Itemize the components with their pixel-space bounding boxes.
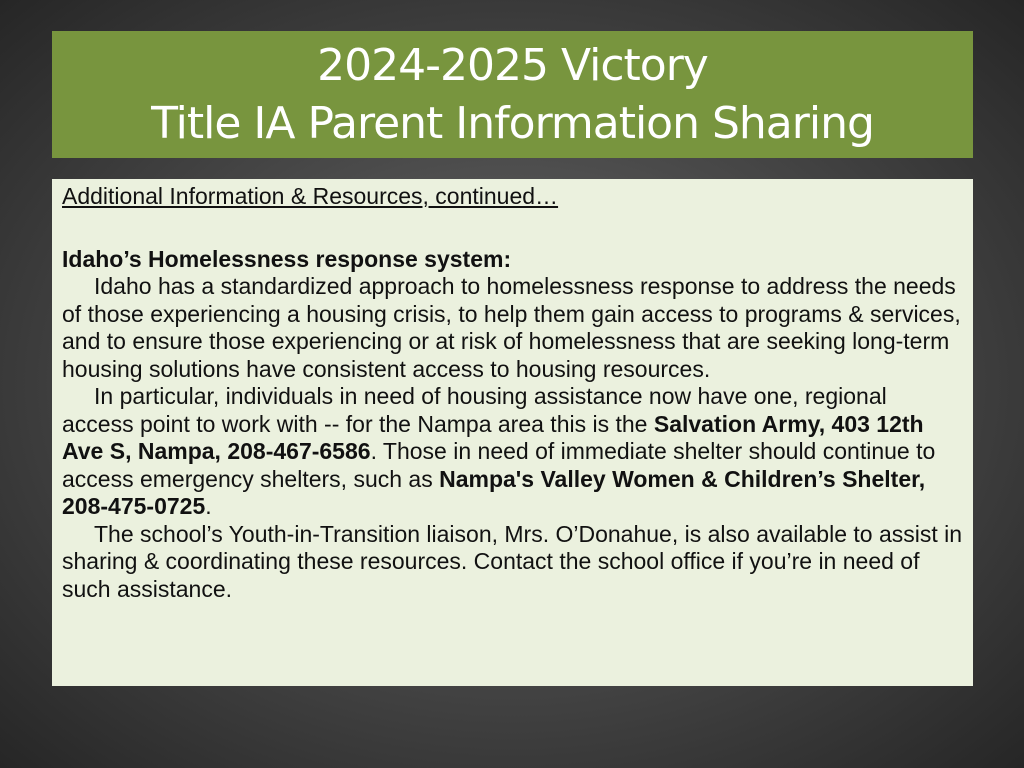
shelter-contact: Nampa's Valley Women & Children’s Shelter, 208-475-0725 bbox=[62, 465, 926, 519]
slide-title bbox=[52, 31, 973, 158]
slide-content bbox=[52, 179, 973, 686]
paragraph-2-text-1: In particular, individuals in need of housing assistance now have one, regional access point to work with -- for the Nampa area this is the bbox=[62, 383, 887, 437]
paragraph-3: The school’s Youth-in-Transition liaison, Mrs. O’Donahue, is also available to assist in sharing & coordinating these resources. Contact the school office if you’re in need of such assistance. bbox=[62, 520, 963, 602]
paragraph-1: Idaho has a standardized approach to homelessness response to address the needs of those experiencing a housing crisis, to help them gain access to programs & services, and to ensure those experiencing or at risk of homelessness that are seeking long-term housing solutions have consistent access to housing resources. bbox=[62, 273, 961, 382]
section-subtitle: Additional Information & Resources, continued… bbox=[62, 183, 559, 209]
paragraph-2 bbox=[62, 383, 963, 521]
spacer bbox=[62, 211, 963, 246]
paragraph-2-text-3: . bbox=[205, 493, 212, 519]
salvation-army-contact: Salvation Army, 403 12th Ave S, Nampa, 208-467-6586 bbox=[62, 410, 924, 464]
title-line-2: Title IA Parent Information Sharing bbox=[151, 98, 874, 149]
paragraph-2-text-2: . Those in need of immediate shelter should continue to access emergency shelters, such as bbox=[62, 438, 936, 492]
section-heading: Idaho’s Homelessness response system: bbox=[62, 245, 512, 272]
title-line-1: 2024-2025 Victory bbox=[317, 40, 708, 91]
